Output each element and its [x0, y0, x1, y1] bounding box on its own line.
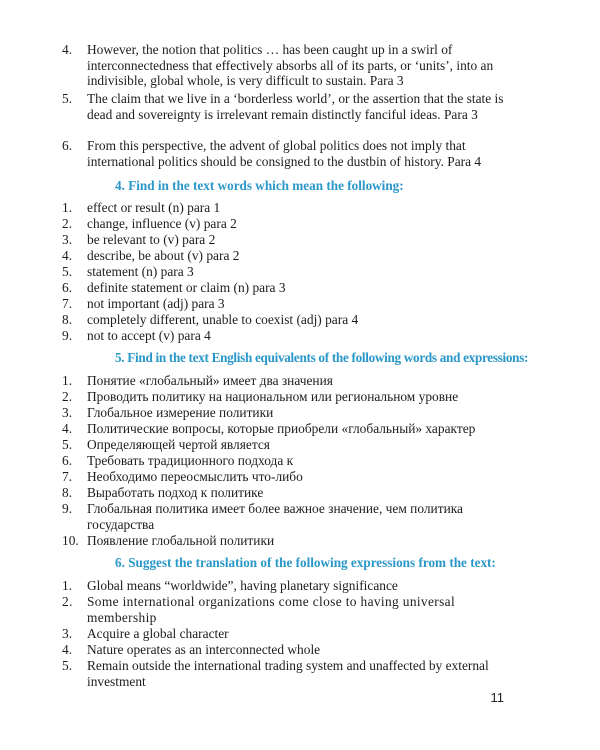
- task5-item: 1. Понятие «глобальный» имеет два значения: [62, 373, 333, 388]
- task4-heading: 4. Find in the text words which mean the following:: [115, 178, 404, 193]
- task5-item: 3. Глобальное измерение политики: [62, 405, 274, 420]
- task4-item: 1. effect or result (n) para 1: [62, 200, 221, 215]
- task4-item: 7. not important (adj) para 3: [62, 296, 225, 311]
- task5-item: 10. Появление глобальной политики: [62, 533, 275, 548]
- task6-item: 2. Some international organizations come close to having universal membership: [62, 594, 456, 625]
- top-item-4: 4. However, the notion that politics … has been caught up in a swirl of interconnectedness that effectively absorbs all of its parts, or ‘units’, into an indivisible, global whole, is very difficult to sustain. Para 3: [87, 42, 512, 89]
- task5-item: 9. Глобальная политика имеет более важное значение, чем политика государства: [62, 501, 463, 532]
- task5-item: 8. Выработать подход к политике: [62, 485, 264, 500]
- task6-item: 1. Global means “worldwide”, having planetary significance: [62, 578, 398, 593]
- task6-heading: 6. Suggest the translation of the following expressions from the text:: [115, 555, 496, 570]
- task6-item: 5. Remain outside the international trading system and unaffected by external investment: [62, 658, 489, 689]
- task5-item: 7. Необходимо переосмыслить что-либо: [62, 469, 303, 484]
- task4-item: 2. change, influence (v) para 2: [62, 216, 237, 231]
- page-number: 11: [490, 690, 504, 705]
- task4-item: 5. statement (n) para 3: [62, 264, 194, 279]
- top-item-text: From this perspective, the advent of global politics does not imply that international politics should be consigned to the dustbin of history. Para 4: [87, 138, 482, 169]
- task4-item: 6. definite statement or claim (n) para 3: [62, 280, 286, 295]
- task5-item: 5. Определяющей чертой является: [62, 437, 270, 452]
- top-item-5: 5. The claim that we live in a ‘borderless world’, or the assertion that the state is dead and sovereignty is irrelevant remain distinctly fanciful ideas. Para 3: [87, 91, 512, 122]
- task4-item: 3. be relevant to (v) para 2: [62, 232, 216, 247]
- task5-item: 4. Политические вопросы, которые приобрели «глобальный» характер: [62, 421, 476, 436]
- task6-item: 4. Nature operates as an interconnected whole: [62, 642, 321, 657]
- task4-item: 8. completely different, unable to coexist (adj) para 4: [62, 312, 359, 327]
- task5-heading: 5. Find in the text English equivalents of the following words and expressions:: [115, 350, 529, 365]
- task4-item: 4. describe, be about (v) para 2: [62, 248, 240, 263]
- task5-item: 6. Требовать традиционного подхода к: [62, 453, 294, 468]
- task6-item: 3. Acquire a global character: [62, 626, 229, 641]
- top-item-6: 6. From this perspective, the advent of global politics does not imply that international politics should be consigned to the dustbin of history. Para 4: [87, 138, 512, 169]
- task5-item: 2. Проводить политику на национальном или региональном уровне: [62, 389, 459, 404]
- top-item-text: The claim that we live in a ‘borderless world’, or the assertion that the state is dead and sovereignty is irrelevant remain distinctly fanciful ideas. Para 3: [87, 91, 504, 122]
- task4-item: 9. not to accept (v) para 4: [62, 328, 211, 343]
- top-item-text: However, the notion that politics … has been caught up in a swirl of interconnectedness that effectively absorbs all of its parts, or ‘units’, into an indivisible, global whole, is very difficult to sustain. Para 3: [87, 42, 494, 89]
